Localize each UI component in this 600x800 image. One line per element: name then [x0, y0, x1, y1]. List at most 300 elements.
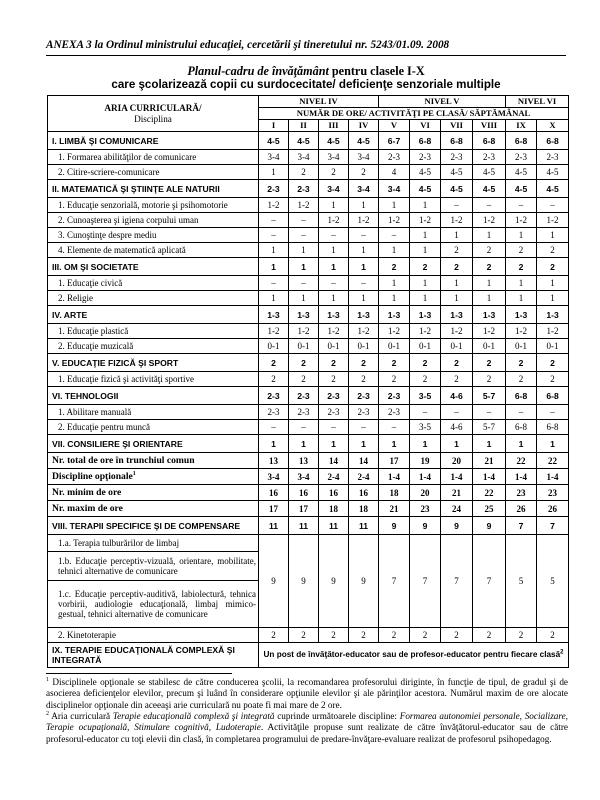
- cell-value: –: [410, 405, 441, 420]
- footnote-2-b: Terapie educaţională complexă şi integrată: [112, 711, 275, 721]
- row-label: [48, 150, 259, 165]
- cell-value: 1-4: [473, 469, 506, 485]
- title-rest: pentru clasele I-X: [328, 64, 425, 78]
- cell-value: 1: [349, 243, 379, 258]
- class-header: VII: [441, 120, 473, 132]
- row-label: [48, 501, 259, 517]
- cell-value: 1-2: [379, 213, 410, 228]
- cell-value: 1-2: [349, 324, 379, 339]
- cell-value: 0-1: [379, 339, 410, 354]
- cell-value: 5-7: [473, 420, 506, 435]
- cell-value: 21: [473, 453, 506, 469]
- class-header: VIII: [473, 120, 506, 132]
- cell-value: 14: [349, 453, 379, 469]
- cell-value: 2-3: [289, 387, 319, 405]
- row-label-text: 1. Formarea abilităţilor de comunicare: [58, 152, 197, 162]
- cell-value: 3-4: [259, 469, 289, 485]
- cell-value: 2-3: [506, 150, 537, 165]
- cell-value: –: [259, 213, 289, 228]
- footnote-2-d: Formarea autonomiei personale, Socializare, Terapie ocupaţională, Stimulare cognitivă, Ludoterapie: [46, 711, 568, 733]
- row-label: [48, 198, 259, 213]
- therapy-value: 9: [259, 535, 289, 628]
- cell-value: 2: [473, 354, 506, 372]
- cell-value: 1: [319, 198, 349, 213]
- row-label: [48, 306, 259, 324]
- cell-value: –: [259, 420, 289, 435]
- level-header: NIVEL V: [379, 96, 506, 108]
- cell-value: 20: [410, 485, 441, 501]
- cell-value: 1: [506, 435, 537, 453]
- cell-value: 2: [441, 372, 473, 387]
- cell-value: –: [259, 276, 289, 291]
- cell-value: 2: [289, 628, 319, 643]
- row-label-text: Nr. minim de ore: [52, 486, 122, 498]
- cell-value: 6-7: [379, 132, 410, 150]
- row-label-text: Nr. maxim de ore: [52, 502, 123, 514]
- row-label-text: IV. ARTE: [52, 309, 88, 320]
- cell-value: 2-3: [379, 387, 410, 405]
- cell-value: 2-3: [379, 405, 410, 420]
- cell-value: 22: [506, 453, 537, 469]
- cell-value: 2-3: [259, 387, 289, 405]
- cell-value: 1-3: [473, 306, 506, 324]
- cell-value: 23: [506, 485, 537, 501]
- cell-value: 2: [441, 243, 473, 258]
- cell-value: 26: [537, 501, 569, 517]
- table-row: [48, 276, 569, 291]
- row-label: [48, 276, 259, 291]
- document-header: ANEXA 3 la Ordinul ministrului educaţiei, cercetării şi tineretului nr. 5243/01.09. 2008: [46, 39, 450, 51]
- cell-value: 4-5: [259, 132, 289, 150]
- cell-value: 2: [473, 258, 506, 276]
- cell-value: 1: [537, 435, 569, 453]
- cell-value: 1: [410, 435, 441, 453]
- cell-value: 1: [319, 435, 349, 453]
- therapy-value: 7: [473, 535, 506, 628]
- cell-value: 3-5: [410, 420, 441, 435]
- row-label-text: Nr. total de ore în trunchiul comun: [52, 454, 195, 466]
- cell-value: –: [289, 213, 319, 228]
- cell-value: 2-3: [349, 405, 379, 420]
- cell-value: 2: [289, 372, 319, 387]
- cell-value: 1-2: [289, 198, 319, 213]
- cell-value: 1-2: [473, 213, 506, 228]
- footnote-2-e: . Activităţile propuse sunt realizate de către învăţătorul-educator sau de către profesorul-educator cu toţi elevii din clasă, în completarea programului de predare-învăţare-evaluare realizat de profesorul psihopedagog.: [46, 722, 568, 744]
- cell-value: 2: [537, 628, 569, 643]
- cell-value: –: [259, 228, 289, 243]
- cell-value: –: [349, 276, 379, 291]
- row-label: 2. Kinetoterapie: [48, 628, 259, 643]
- cell-value: 14: [319, 453, 349, 469]
- footnote-1-marker: 1: [46, 676, 49, 683]
- table-row: [48, 453, 569, 469]
- cell-value: 2-3: [259, 405, 289, 420]
- cell-value: 6-8: [441, 132, 473, 150]
- table-row: [48, 150, 569, 165]
- cell-value: –: [441, 405, 473, 420]
- row-label: [48, 485, 259, 501]
- table-row: [48, 405, 569, 420]
- aria-label: ARIA CURRICULARĂ/: [104, 102, 202, 113]
- merged-note: [259, 643, 569, 668]
- cell-value: 3-4: [379, 180, 410, 198]
- cell-value: 2: [349, 628, 379, 643]
- cell-value: 17: [379, 453, 410, 469]
- cell-value: 2: [537, 258, 569, 276]
- cell-value: 1: [473, 276, 506, 291]
- row-label: [48, 258, 259, 276]
- class-header: II: [289, 120, 319, 132]
- cell-value: 2: [349, 354, 379, 372]
- cell-value: 2: [506, 258, 537, 276]
- curriculum-table: [47, 95, 569, 668]
- row-label: [48, 354, 259, 372]
- cell-value: 2: [259, 354, 289, 372]
- footnote-rule: [46, 673, 232, 674]
- therapy-value: 5: [537, 535, 569, 628]
- row-label-text: 1. Educaţie senzorială, motorie şi psihomotorie: [58, 200, 228, 210]
- therapy-item-label: 1.b. Educaţie perceptiv-vizuală, orientare, mobilitate, tehnici alternative de comunicare: [48, 552, 259, 581]
- table-row: [48, 628, 569, 643]
- row-label: [48, 517, 259, 535]
- footnote-1: [46, 677, 568, 711]
- header-rule: [46, 55, 566, 56]
- therapy-value: 7: [379, 535, 410, 628]
- therapy-row: [48, 535, 569, 552]
- cell-value: –: [537, 405, 569, 420]
- cell-value: –: [473, 405, 506, 420]
- cell-value: 2: [410, 372, 441, 387]
- cell-value: 1: [506, 228, 537, 243]
- class-header: IX: [506, 120, 537, 132]
- cell-value: –: [289, 420, 319, 435]
- cell-value: 1: [441, 435, 473, 453]
- cell-value: –: [379, 420, 410, 435]
- cell-value: 1: [441, 228, 473, 243]
- cell-value: 2: [473, 372, 506, 387]
- cell-value: 3-4: [289, 469, 319, 485]
- table-row: [48, 306, 569, 324]
- cell-value: 16: [259, 485, 289, 501]
- cell-value: 1-2: [441, 213, 473, 228]
- cell-value: –: [289, 276, 319, 291]
- cell-value: 1-3: [379, 306, 410, 324]
- document-title: [46, 64, 566, 79]
- cell-value: 1: [259, 243, 289, 258]
- cell-value: 9: [473, 517, 506, 535]
- cell-value: 2: [441, 628, 473, 643]
- row-label: [48, 405, 259, 420]
- therapy-value: 5: [506, 535, 537, 628]
- table-row: [48, 180, 569, 198]
- cell-value: 2: [319, 628, 349, 643]
- cell-value: 2: [410, 258, 441, 276]
- row-label-text: V. EDUCAŢIE FIZICĂ ŞI SPORT: [52, 357, 179, 368]
- row-label-text: 1. Educaţie fizică şi activităţi sportive: [58, 374, 194, 384]
- cell-value: 1-4: [410, 469, 441, 485]
- cell-value: 4-5: [473, 165, 506, 180]
- cell-value: 2: [473, 243, 506, 258]
- cell-value: 1: [506, 276, 537, 291]
- cell-value: 2-3: [349, 387, 379, 405]
- cell-value: 0-1: [506, 339, 537, 354]
- cell-value: 1: [537, 228, 569, 243]
- cell-value: 1: [473, 291, 506, 306]
- cell-value: 6-8: [537, 387, 569, 405]
- row-label-text: II. MATEMATICĂ ŞI ŞTIINŢE ALE NATURII: [52, 183, 220, 194]
- cell-value: 26: [506, 501, 537, 517]
- row-label: [48, 228, 259, 243]
- cell-value: 1-3: [349, 306, 379, 324]
- cell-value: 11: [259, 517, 289, 535]
- cell-value: 9: [441, 517, 473, 535]
- row-label: [48, 132, 259, 150]
- cell-value: 4-5: [349, 132, 379, 150]
- cell-value: 4-5: [506, 165, 537, 180]
- cell-value: 6-8: [537, 132, 569, 150]
- cell-value: 2: [410, 628, 441, 643]
- cell-value: 4-5: [410, 180, 441, 198]
- cell-value: –: [537, 198, 569, 213]
- row-label-text: I. LIMBĂ ŞI COMUNICARE: [52, 135, 159, 146]
- cell-value: 1-3: [289, 306, 319, 324]
- cell-value: 4-5: [537, 180, 569, 198]
- cell-value: 4: [379, 165, 410, 180]
- cell-value: 4-6: [441, 420, 473, 435]
- row-label: [48, 469, 259, 485]
- cell-value: 2: [537, 372, 569, 387]
- cell-value: –: [441, 198, 473, 213]
- cell-value: 1-3: [410, 306, 441, 324]
- cell-value: 2: [537, 243, 569, 258]
- row-label-text: 1. Educaţie plastică: [58, 326, 129, 336]
- class-header: X: [537, 120, 569, 132]
- cell-value: 1-2: [259, 324, 289, 339]
- header-row-levels: [48, 96, 569, 108]
- therapy-item-label: 1.a. Terapia tulburărilor de limbaj: [48, 535, 259, 552]
- cell-value: 1: [259, 291, 289, 306]
- table-row: [48, 258, 569, 276]
- table-row: [48, 469, 569, 485]
- cell-value: 1-4: [441, 469, 473, 485]
- cell-value: 18: [319, 501, 349, 517]
- cell-value: 9: [410, 517, 441, 535]
- cell-value: 19: [410, 453, 441, 469]
- cell-value: 2: [379, 372, 410, 387]
- table-row: [48, 165, 569, 180]
- row-label-text: 2. Religie: [58, 293, 93, 303]
- cell-value: 3-4: [349, 150, 379, 165]
- table-row: [48, 291, 569, 306]
- cell-value: 7: [506, 517, 537, 535]
- cell-value: 16: [319, 485, 349, 501]
- cell-value: 11: [319, 517, 349, 535]
- cell-value: –: [349, 228, 379, 243]
- cell-value: 1: [537, 291, 569, 306]
- cell-value: 1-2: [410, 324, 441, 339]
- row-label-text: 1. Abilitare manuală: [58, 407, 132, 417]
- cell-value: 1: [319, 258, 349, 276]
- cell-value: 0-1: [349, 339, 379, 354]
- cell-value: 2-3: [410, 150, 441, 165]
- cell-value: 6-8: [506, 387, 537, 405]
- cell-value: 1-3: [259, 306, 289, 324]
- cell-value: 1: [537, 276, 569, 291]
- cell-value: 18: [379, 485, 410, 501]
- cell-value: 20: [441, 453, 473, 469]
- row-label: [48, 324, 259, 339]
- footnote-1-text: Disciplinele opţionale se stabilesc de către conducerea şcolii, la recomandarea profesorului diriginte, în funcţie de tipul, de gradul şi de asocierea deficienţelor elevilor, precum şi luând în considerare opţiunile elevilor şi ale părinţilor acestora. Numărul maxim de ore alocate disciplinelor opţionale din aceeaşi arie curriculară nu poate fi mai mare de 2 ore.: [46, 677, 568, 710]
- cell-value: 23: [537, 485, 569, 501]
- cell-value: 1-2: [289, 324, 319, 339]
- cell-value: 1: [379, 198, 410, 213]
- cell-value: 4-5: [289, 132, 319, 150]
- cell-value: 18: [349, 501, 379, 517]
- cell-value: –: [506, 198, 537, 213]
- cell-value: 1-2: [537, 213, 569, 228]
- row-label-text: 4. Elemente de matematică aplicată: [58, 245, 186, 255]
- cell-value: 0-1: [259, 339, 289, 354]
- table-row: [48, 643, 569, 668]
- cell-value: 1: [410, 291, 441, 306]
- row-label-text: 2. Educaţie muzicală: [58, 341, 134, 351]
- cell-value: 2-4: [349, 469, 379, 485]
- cell-value: –: [349, 420, 379, 435]
- cell-value: 1-2: [441, 324, 473, 339]
- table-row: [48, 501, 569, 517]
- cell-value: 24: [441, 501, 473, 517]
- table-row: [48, 198, 569, 213]
- cell-value: 1: [410, 228, 441, 243]
- cell-value: 2: [506, 354, 537, 372]
- row-label: IX. TERAPIE EDUCAŢIONALĂ COMPLEXĂ ŞI INTEGRATĂ: [48, 643, 259, 668]
- table-row: [48, 485, 569, 501]
- cell-value: 2: [319, 165, 349, 180]
- table-row: [48, 517, 569, 535]
- cell-value: 21: [441, 485, 473, 501]
- cell-value: 1-3: [441, 306, 473, 324]
- cell-value: –: [319, 420, 349, 435]
- cell-value: 4-5: [473, 180, 506, 198]
- row-label: [48, 213, 259, 228]
- table-row: [48, 228, 569, 243]
- cell-value: 2: [259, 372, 289, 387]
- cell-value: 2-3: [441, 150, 473, 165]
- row-label: [48, 420, 259, 435]
- cell-value: 1: [506, 291, 537, 306]
- cell-value: 1: [349, 291, 379, 306]
- cell-value: 22: [537, 453, 569, 469]
- cell-value: 6-8: [506, 132, 537, 150]
- cell-value: 16: [349, 485, 379, 501]
- row-label-text: VII. CONSILIERE ŞI ORIENTARE: [52, 438, 183, 449]
- cell-value: 7: [537, 517, 569, 535]
- cell-value: –: [289, 228, 319, 243]
- cell-value: 25: [473, 501, 506, 517]
- cell-value: 4-5: [441, 165, 473, 180]
- row-label: [48, 372, 259, 387]
- row-label-text: 2. Educaţie pentru muncă: [58, 422, 150, 432]
- cell-value: 2-3: [289, 405, 319, 420]
- cell-value: 3-4: [319, 180, 349, 198]
- cell-value: –: [379, 228, 410, 243]
- cell-value: 6-8: [473, 132, 506, 150]
- cell-value: 4-5: [537, 165, 569, 180]
- cell-value: 1: [259, 165, 289, 180]
- cell-value: 2: [259, 628, 289, 643]
- cell-value: 2: [473, 628, 506, 643]
- document-subtitle: care şcolarizează copii cu surdocecitate/ deficienţe senzoriale multiple: [111, 78, 501, 91]
- therapy-value: 9: [289, 535, 319, 628]
- aria-sub: Disciplina: [134, 113, 172, 124]
- cell-value: 1: [473, 435, 506, 453]
- cell-value: 4-5: [441, 180, 473, 198]
- class-header: V: [379, 120, 410, 132]
- cell-value: 1: [289, 243, 319, 258]
- cell-value: –: [319, 228, 349, 243]
- cell-value: 1-4: [537, 469, 569, 485]
- cell-value: –: [473, 198, 506, 213]
- cell-value: 1-3: [506, 306, 537, 324]
- cell-value: 1: [379, 435, 410, 453]
- row-label: [48, 243, 259, 258]
- cell-value: 4-6: [441, 387, 473, 405]
- cell-value: 1: [379, 276, 410, 291]
- cell-value: 2-3: [319, 405, 349, 420]
- cell-value: 0-1: [410, 339, 441, 354]
- cell-value: 3-4: [349, 180, 379, 198]
- cell-value: 1-3: [537, 306, 569, 324]
- table-row: [48, 243, 569, 258]
- cell-value: 13: [289, 453, 319, 469]
- cell-value: 1-2: [259, 198, 289, 213]
- cell-value: 4-5: [506, 180, 537, 198]
- cell-value: 1-3: [319, 306, 349, 324]
- footnote-2: [46, 711, 568, 745]
- title-italic: Planul-cadru de învăţământ: [187, 64, 329, 78]
- cell-value: 1-4: [506, 469, 537, 485]
- cell-value: 2-4: [319, 469, 349, 485]
- row-label-text: VI. TEHNOLOGII: [52, 390, 119, 401]
- cell-value: 1-4: [379, 469, 410, 485]
- cell-value: 2: [379, 258, 410, 276]
- cell-value: 2: [379, 628, 410, 643]
- cell-value: 6-8: [506, 420, 537, 435]
- row-label-text: 2. Citire-scriere-comunicare: [58, 167, 160, 177]
- cell-value: 17: [289, 501, 319, 517]
- row-label-text: Discipline opţionale: [52, 470, 133, 482]
- row-label-text: 3. Cunoştinţe despre mediu: [58, 230, 157, 240]
- cell-value: 0-1: [537, 339, 569, 354]
- aria-header: [48, 96, 259, 132]
- footnote-2-c: cuprinde următoarele discipline:: [274, 711, 400, 721]
- row-label: [48, 180, 259, 198]
- cell-value: 2: [410, 354, 441, 372]
- hours-header: NUMĂR DE ORE/ ACTIVITĂŢI PE CLASĂ/ SĂPTĂMÂNAL: [259, 108, 569, 120]
- therapy-value: 7: [410, 535, 441, 628]
- cell-value: 22: [473, 485, 506, 501]
- cell-value: 2: [349, 372, 379, 387]
- cell-value: 1-2: [379, 324, 410, 339]
- cell-value: 4-5: [410, 165, 441, 180]
- cell-value: 2: [379, 354, 410, 372]
- row-label: [48, 291, 259, 306]
- cell-value: 2: [506, 243, 537, 258]
- cell-value: 16: [289, 485, 319, 501]
- table-row: [48, 420, 569, 435]
- cell-value: 5-7: [473, 387, 506, 405]
- cell-value: 2: [441, 258, 473, 276]
